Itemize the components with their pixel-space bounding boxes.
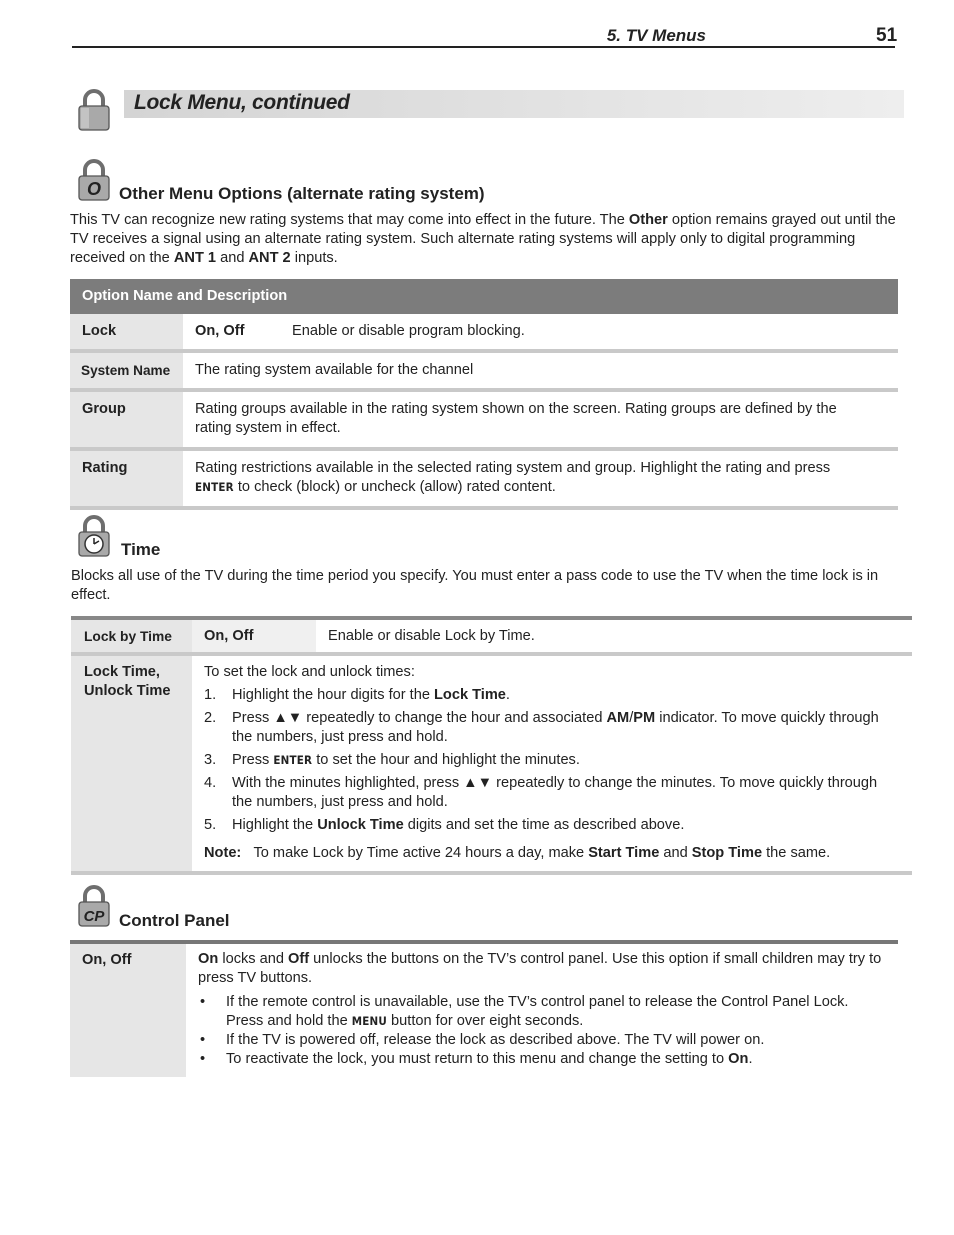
table-header: Option Name and Description bbox=[82, 288, 288, 304]
section-heading-control-panel: Control Panel bbox=[119, 911, 230, 930]
list-item: • If the remote control is unavailable, use the TV’s control panel to release the Control Panel Lock. Press and hold the MENU button for over eight seconds. bbox=[200, 994, 849, 1029]
list-item: 3. Press ENTER to set the hour and highlight the minutes. bbox=[204, 752, 580, 768]
list-item: 5. Highlight the Unlock Time digits and set the time as described above. bbox=[204, 817, 685, 833]
list-item: 2. Press ▲▼ repeatedly to change the hour and associated AM/PM indicator. To move quickly through the numbers, just press and hold. bbox=[204, 710, 879, 745]
section-heading-other: Other Menu Options (alternate rating system) bbox=[119, 184, 485, 203]
control-panel-table bbox=[70, 944, 898, 1077]
table-row: On, Off On locks and Off unlocks the buttons on the TV’s control panel. Use this option if small children may try to press TV buttons. • If the remote control is unavailable, use the TV’s control panel to release the Control Panel Lock. Press and hold the MENU button for over eight seconds. • If the TV is powered off, release the lock as described above. The TV will power on. • To reactivate the lock, you must return to this menu and change the setting to On. bbox=[70, 944, 898, 1077]
table-row: Lock Time, Unlock Time To set the lock and unlock times: 1. Highlight the hour digits for the Lock Time. 2. Press ▲▼ repeatedly to change the hour and associated AM/PM indicator. To move quickly through the numbers, just press and hold. 3. Press ENTER to set the hour and highlight the minutes. 4. With the minutes highlighted, press ▲▼ repeatedly to change the minutes. To move quickly through the numbers, just press and hold. 5. Highlight the Unlock Time digits and set the time as described above. Note: To make Lock by Time active 24 hours a day, make Start Time and Stop Time the same. bbox=[71, 656, 912, 871]
page-title: Lock Menu, continued bbox=[134, 91, 350, 114]
other-options-table bbox=[70, 279, 898, 510]
time-lock-icon bbox=[76, 514, 112, 558]
svg-text:O: O bbox=[86, 179, 102, 199]
table-row: System Name The rating system available for the channel bbox=[70, 353, 898, 388]
running-header-section: 5. TV Menus bbox=[606, 26, 706, 45]
header-rule bbox=[72, 46, 895, 48]
time-options-table bbox=[71, 620, 912, 875]
table-row: Lock by Time On, Off Enable or disable Lock by Time. bbox=[71, 620, 912, 652]
list-item: 1. Highlight the hour digits for the Lock Time. bbox=[204, 687, 510, 703]
other-lock-icon bbox=[76, 158, 112, 202]
note: Note: To make Lock by Time active 24 hours a day, make Start Time and Stop Time the same. bbox=[204, 845, 831, 861]
time-description: Blocks all use of the TV during the time period you specify. You must enter a pass code to use the TV when the time lock is in effect. bbox=[71, 568, 879, 603]
control-panel-lock-icon bbox=[76, 884, 112, 928]
other-description: This TV can recognize new rating systems that may come into effect in the future. The Other option remains grayed out until the TV receives a signal using an alternate rating system. Such alternate rating systems will apply only to digital programming received on the ANT 1 and ANT 2 inputs. bbox=[70, 212, 896, 266]
section-heading-time: Time bbox=[121, 540, 161, 559]
table-row: Lock On, Off Enable or disable program blocking. bbox=[70, 314, 898, 349]
list-item: • If the TV is powered off, release the lock as described above. The TV will power on. bbox=[200, 1032, 765, 1048]
padlock-icon bbox=[76, 88, 112, 132]
page-number: 51 bbox=[876, 25, 898, 46]
table-row: Rating Rating restrictions available in the selected rating system and group. Highlight the rating and press ENTER to check (block) or uncheck (allow) rated content. bbox=[70, 451, 898, 506]
svg-text:CP: CP bbox=[83, 908, 105, 925]
list-item: 4. With the minutes highlighted, press ▲▼ repeatedly to change the minutes. To move quickly through the numbers, just press and hold. bbox=[204, 775, 878, 810]
table-row: Group Rating groups available in the rating system shown on the screen. Rating groups are defined by the rating system in effect. bbox=[70, 392, 898, 447]
list-item: • To reactivate the lock, you must return to this menu and change the setting to On. bbox=[200, 1051, 753, 1067]
